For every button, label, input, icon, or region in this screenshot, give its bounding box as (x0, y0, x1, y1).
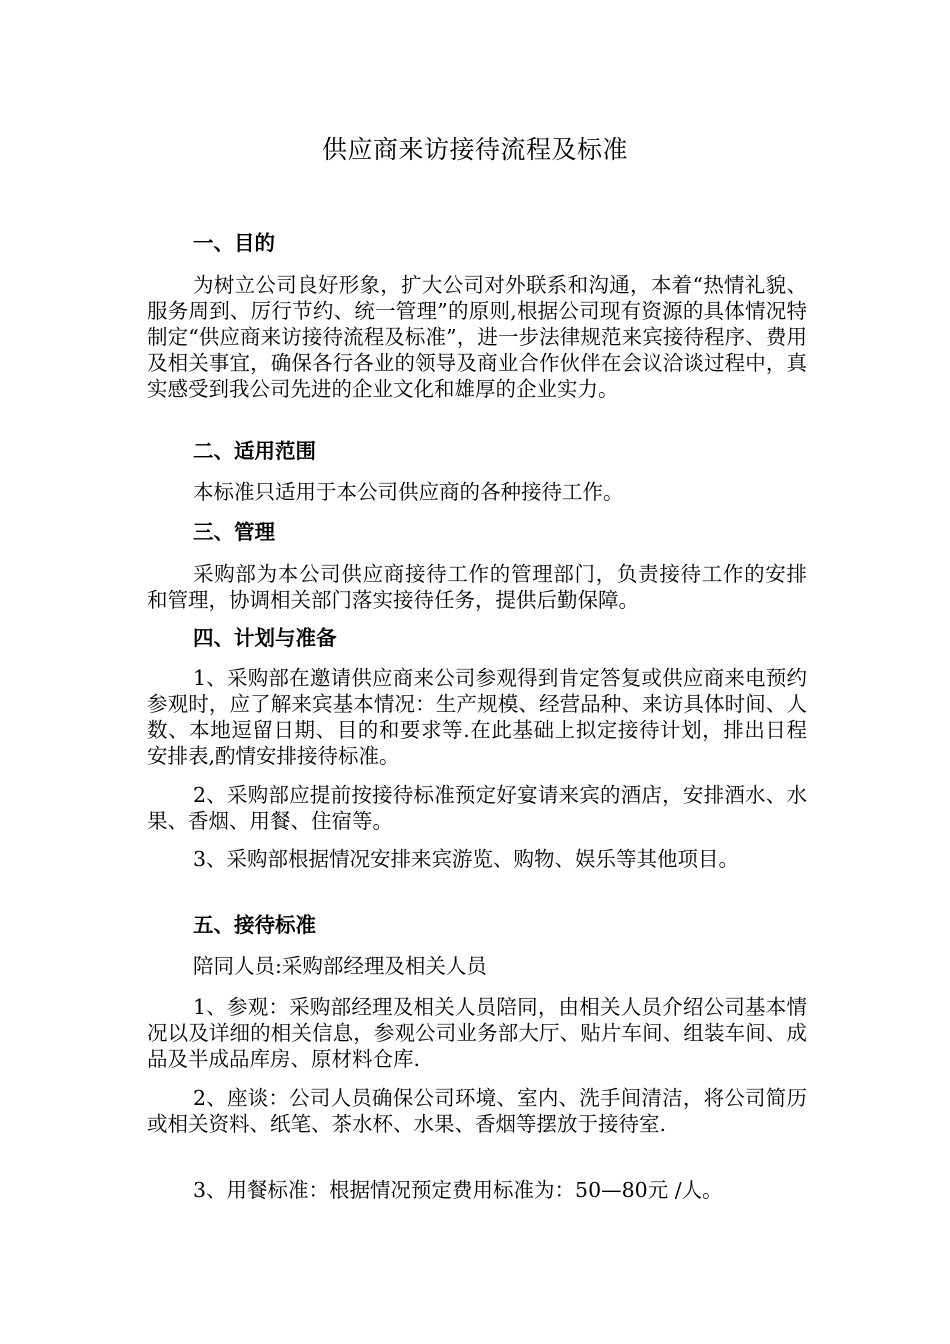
plan-paragraph-1: 1、采购部在邀请供应商来公司参观得到肯定答复或供应商来电预约参观时，应了解来宾基本情况：生产规模、经营品种、来访具体时间、人数、本地逗留日期、目的和要求等.在此基础上拟定接待计划，排出日程安排表,酌情安排接待标准。 (147, 666, 807, 768)
standard-escort-line: 陪同人员:采购部经理及相关人员 (193, 954, 487, 978)
section-heading-purpose: 一、目的 (193, 231, 275, 255)
section-heading-plan: 四、计划与准备 (193, 626, 337, 650)
plan-paragraph-3: 3、采购部根据情况安排来宾游览、购物、娱乐等其他项目。 (193, 847, 740, 871)
document-title: 供应商来访接待流程及标准 (321, 135, 628, 164)
standard-paragraph-dining: 3、用餐标准：根据情况预定费用标准为：50—80元 /人。 (193, 1178, 723, 1202)
scope-paragraph: 本标准只适用于本公司供应商的各种接待工作。 (193, 480, 624, 504)
section-heading-standard: 五、接待标准 (193, 913, 316, 937)
standard-paragraph-meeting: 2、座谈：公司人员确保公司环境、室内、洗手间清洁，将公司简历或相关资料、纸笔、茶水杯、水果、香烟等摆放于接待室. (147, 1086, 807, 1136)
section-heading-scope: 二、适用范围 (193, 439, 316, 463)
section-heading-management: 三、管理 (193, 520, 275, 544)
standard-paragraph-visit: 1、参观：采购部经理及相关人员陪同，由相关人员介绍公司基本情况以及详细的相关信息，参观公司业务部大厅、贴片车间、组装车间、成品及半成品库房、原材料仓库. (147, 995, 807, 1071)
management-paragraph: 采购部为本公司供应商接待工作的管理部门，负责接待工作的安排和管理，协调相关部门落实接待任务，提供后勤保障。 (147, 562, 807, 612)
purpose-paragraph: 为树立公司良好形象，扩大公司对外联系和沟通，本着“热情礼貌、服务周到、厉行节约、统一管理”的原则,根据公司现有资源的具体情况特制定“供应商来访接待流程及标准”，进一步法律规范来宾接待程序、费用及相关事宜，确保各行各业的领导及商业合作伙伴在会议洽谈过程中，真实感受到我公司先进的企业文化和雄厚的企业实力。 (147, 273, 807, 401)
plan-paragraph-2: 2、采购部应提前按接待标准预定好宴请来宾的酒店，安排酒水、水果、香烟、用餐、住宿等。 (147, 783, 807, 833)
